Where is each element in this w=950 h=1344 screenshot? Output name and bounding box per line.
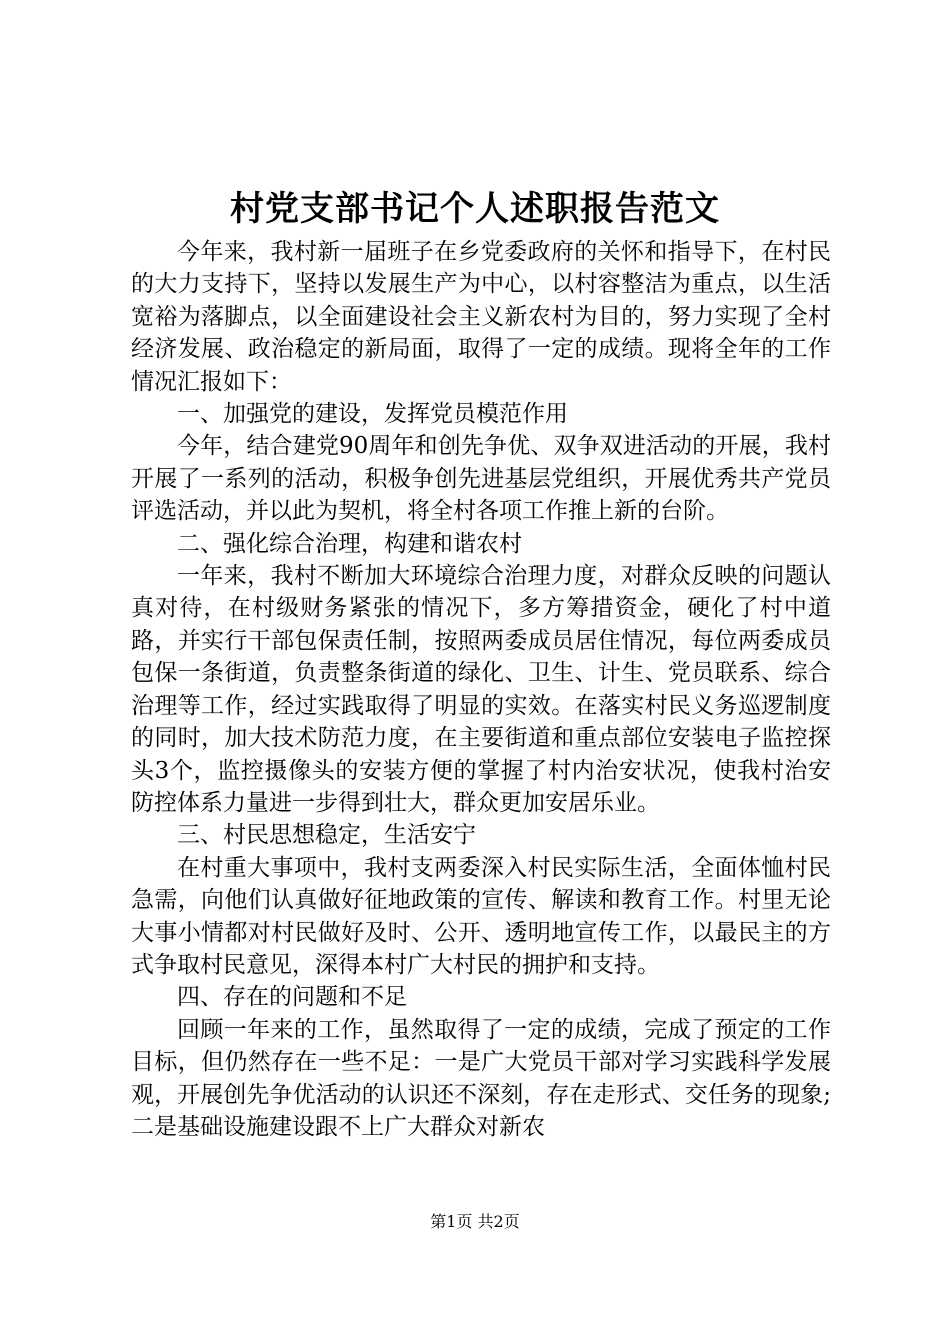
document-body [131, 236, 831, 1143]
section-paragraph-1: 今年，结合建党90周年和创先争优、双争双进活动的开展，我村开展了一系列的活动，积极争创先进基层党组织，开展优秀共产党员评选活动，并以此为契机，将全村各项工作推上新的台阶。 [131, 433, 831, 525]
section-heading-1: 一、加强党的建设，发挥党员模范作用 [177, 401, 568, 428]
section-heading-2: 二、强化综合治理，构建和谐农村 [177, 530, 522, 557]
section-paragraph-3: 在村重大事项中，我村支两委深入村民实际生活，全面体恤村民急需，向他们认真做好征地政策的宣传、解读和教育工作。村里无论大事小情都对村民做好及时、公开、透明地宣传工作，以最民主的方式争取村民意见，深得本村广大村民的拥护和支持。 [131, 854, 831, 978]
section-heading-3: 三、村民思想稳定，生活安宁 [177, 822, 476, 849]
intro-paragraph: 今年来，我村新一届班子在乡党委政府的关怀和指导下，在村民的大力支持下，坚持以发展生产为中心，以村容整洁为重点，以生活宽裕为落脚点，以全面建设社会主义新农村为目的，努力实现了全村经济发展、政治稳定的新局面，取得了一定的成绩。现将全年的工作情况汇报如下： [131, 239, 831, 395]
document-title: 村党支部书记个人述职报告范文 [230, 189, 720, 229]
section-paragraph-4: 回顾一年来的工作，虽然取得了一定的成绩，完成了预定的工作目标，但仍然存在一些不足：一是广大党员干部对学习实践科学发展观，开展创先争优活动的认识还不深刻，存在走形式、交任务的现象;二是基础设施建设跟不上广大群众对新农 [131, 1016, 831, 1140]
section-heading-4: 四、存在的问题和不足 [177, 984, 407, 1011]
page-number-footer: 第1页 共2页 [430, 1212, 520, 1231]
section-paragraph-2: 一年来，我村不断加大环境综合治理力度，对群众反映的问题认真对待，在村级财务紧张的情况下，多方筹措资金，硬化了村中道路，并实行干部包保责任制，按照两委成员居住情况，每位两委成员包保一条街道，负责整条街道的绿化、卫生、计生、党员联系、综合治理等工作，经过实践取得了明显的实效。在落实村民义务巡逻制度的同时，加大技术防范力度，在主要街道和重点部位安装电子监控探头3个，监控摄像头的安装方便的掌握了村内治安状况，使我村治安防控体系力量进一步得到壮大，群众更加安居乐业。 [131, 563, 831, 816]
